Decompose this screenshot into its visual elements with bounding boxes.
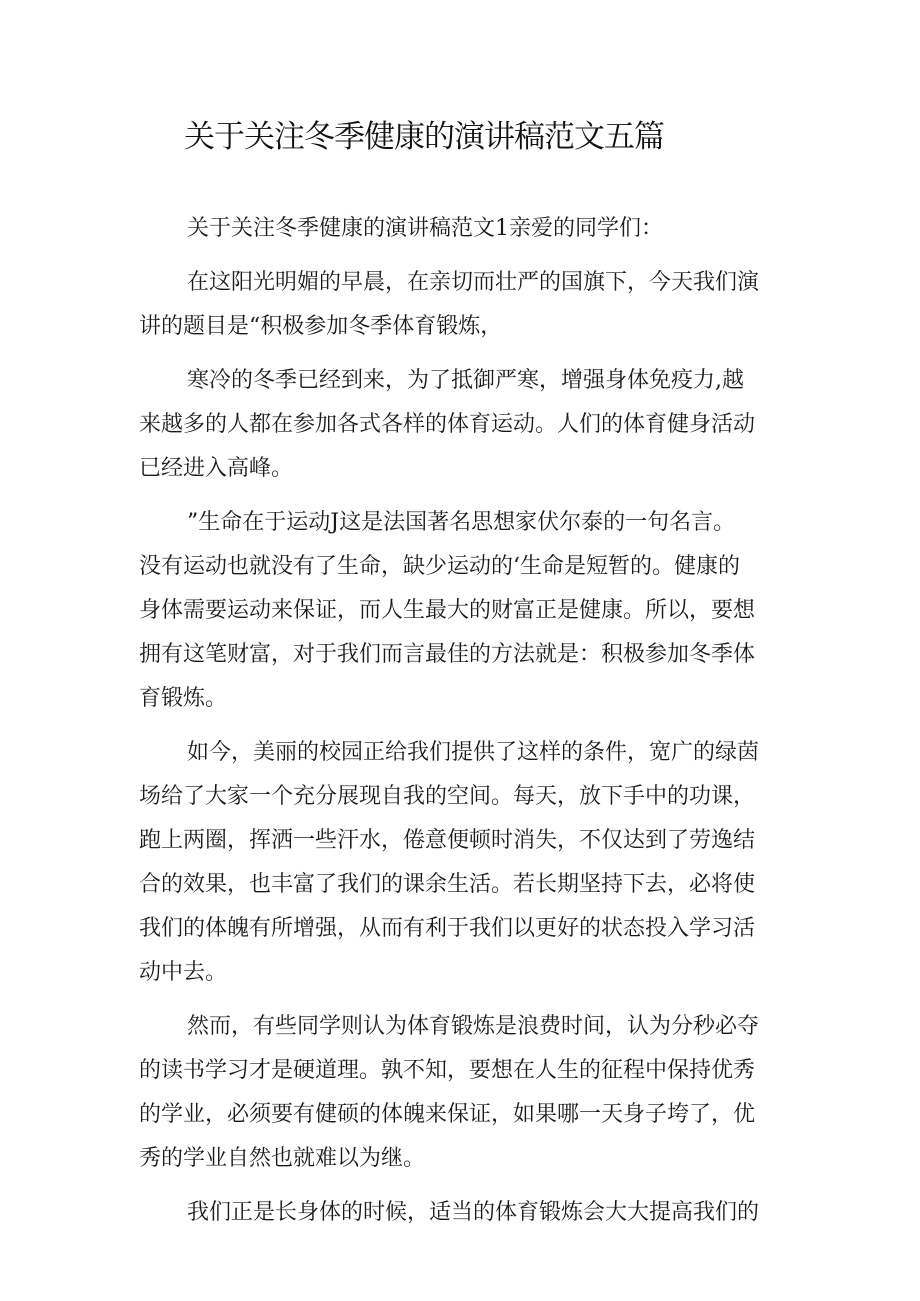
paragraph-1 [139,207,791,251]
paragraph-line: 场给了大家一个充分展现自我的空间。每天，放下手中的功课， [139,784,756,809]
paragraph-line: 跑上两圈，挥洒一些汗水，倦意便顿时消失，不仅达到了劳逸结 [139,828,756,853]
paragraph-line: 然而，有些同学则认为体育锻炼是浪费时间，认为分秒必夺 [187,1014,760,1039]
paragraph-3 [139,359,791,491]
document-title: 关于关注冬季健康的演讲稿范文五篇 [184,119,664,155]
paragraph-line: 关于关注冬季健康的演讲稿范文1亲爱的同学们： [187,216,663,241]
paragraph-line: 动中去。 [139,960,228,985]
paragraph-line: 拥有这笔财富，对于我们而言最佳的方法就是：积极参加冬季体 [139,642,756,667]
paragraph-6 [139,1005,791,1181]
paragraph-line: 来越多的人都在参加各式各样的体育运动。人们的体育健身活动 [139,412,756,437]
paragraph-line: 如今，美丽的校园正给我们提供了这样的条件，宽广的绿茵 [187,740,760,765]
paragraph-line: 的读书学习才是硬道理。孰不知，要想在人生的征程中保持优秀 [139,1058,756,1083]
paragraph-line: 秀的学业自然也就难以为继。 [139,1146,426,1171]
paragraph-line: 合的效果，也丰富了我们的课余生活。若长期坚持下去，必将使 [139,872,756,897]
document-body [139,207,791,1245]
paragraph-line: 育锻炼。 [139,686,228,711]
paragraph-line: 没有运动也就没有了生命，缺少运动的‘生命是短暂的。健康的 [139,554,740,579]
paragraph-line: 我们的体魄有所增强，从而有利于我们以更好的状态投入学习活 [139,916,756,941]
paragraph-line: 寒冷的冬季已经到来，为了抵御严寒，增强身体免疫力,越 [187,368,744,393]
paragraph-line: 的学业，必须要有健硕的体魄来保证，如果哪一天身子垮了，优 [139,1102,756,1127]
paragraph-line: 讲的题目是“积极参加冬季体育锻炼， [139,314,503,339]
paragraph-line: 已经进入高峰。 [139,456,294,481]
paragraph-7 [139,1191,791,1235]
paragraph-2 [139,261,791,349]
paragraph-line: 在这阳光明媚的早晨，在亲切而壮严的国旗下，今天我们演 [187,270,760,295]
paragraph-4 [139,501,791,721]
paragraph-5 [139,731,791,995]
paragraph-line: 身体需要运动来保证，而人生最大的财富正是健康。所以，要想 [139,598,756,623]
paragraph-line: 我们正是长身体的时候，适当的体育锻炼会大大提高我们的 [187,1200,760,1225]
paragraph-line: ”生命在于运动J这是法国著名思想家伏尔泰的一句名言。 [187,510,736,535]
